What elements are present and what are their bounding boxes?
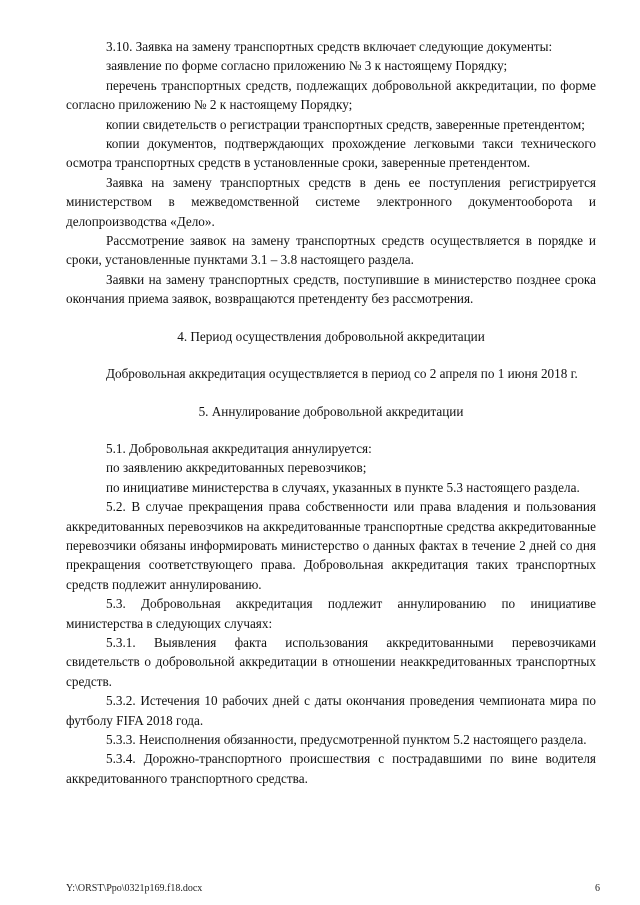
page-footer — [66, 879, 600, 898]
list-item-registration-copies: копии свидетельств о регистрации транспортных средств, заверенные претендентом; — [106, 116, 585, 132]
list-item-by-request: по заявлению аккредитованных перевозчиков; — [106, 460, 367, 476]
paragraph-5-3: 5.3. Добровольная аккредитация подлежит аннулированию по инициативе министерства в следующих случаях: — [66, 596, 596, 631]
section-heading-4: 4. Период осуществления добровольной аккредитации — [177, 328, 485, 344]
list-item-application-form: заявление по форме согласно приложению № 3 к настоящему Порядку; — [106, 58, 508, 74]
paragraph-5-1: 5.1. Добровольная аккредитация аннулируется: — [106, 440, 372, 456]
paragraph-3-10: 3.10. Заявка на замену транспортных средств включает следующие документы: — [106, 39, 553, 54]
paragraph-5-3-4: 5.3.4. Дорожно-транспортного происшествия с пострадавшими по вине водителя аккредитованного транспортного средства. — [66, 751, 596, 786]
footer-file-path: Y:\ORST\Ppo\0321p169.f18.docx — [66, 883, 203, 894]
paragraph-registration: Заявка на замену транспортных средств в день ее поступления регистрируется министерством в межведомственной системе электронного документооборота и делопроизводства «Дело». — [66, 174, 596, 229]
paragraph-5-2: 5.2. В случае прекращения права собственности или права владения и пользования аккредитованных перевозчиков на аккредитованные транспортные средства аккредитованные перевозчики обязаны информировать министерство о данных фактах в течение 2 дней со дня прекращения соответствующего права. Добровольная аккредитация таких транспортных средств подлежит аннулированию. — [66, 499, 596, 592]
paragraph-late-applications: Заявки на замену транспортных средств, поступившие в министерство позднее срока окончания приема заявок, возвращаются претенденту без рассмотрения. — [66, 271, 596, 307]
paragraph-period: Добровольная аккредитация осуществляется в период со 2 апреля по 1 июня 2018 г. — [106, 366, 578, 382]
list-item-inspection-copies: копии документов, подтверждающих прохождение легковыми такси технического осмотра транспортных средств в установленные сроки, заверенные претендентом. — [66, 136, 596, 171]
section-heading-5: 5. Аннулирование добровольной аккредитации — [198, 403, 464, 419]
document-body — [66, 37, 596, 788]
paragraph-5-3-3: 5.3.3. Неисполнения обязанности, предусмотренной пунктом 5.2 настоящего раздела. — [106, 732, 587, 747]
list-item-by-ministry: по инициативе министерства в случаях, указанных в пункте 5.3 настоящего раздела. — [106, 479, 580, 495]
page-number: 6 — [595, 883, 600, 894]
list-item-vehicle-list: перечень транспортных средств, подлежащих добровольной аккредитации, по форме согласно приложению № 2 к настоящему Порядку; — [66, 77, 596, 113]
paragraph-review: Рассмотрение заявок на замену транспортных средств осуществляется в порядке и сроки, установленные пунктами 3.1 – 3.8 настоящего раздела. — [66, 233, 596, 268]
paragraph-5-3-2: 5.3.2. Истечения 10 рабочих дней с даты окончания проведения чемпионата мира по футболу FIFA 2018 года. — [66, 693, 596, 728]
paragraph-5-3-1: 5.3.1. Выявления факта использования аккредитованными перевозчиками свидетельств о добровольной аккредитации в отношении неаккредитованных транспортных средств. — [66, 634, 596, 689]
